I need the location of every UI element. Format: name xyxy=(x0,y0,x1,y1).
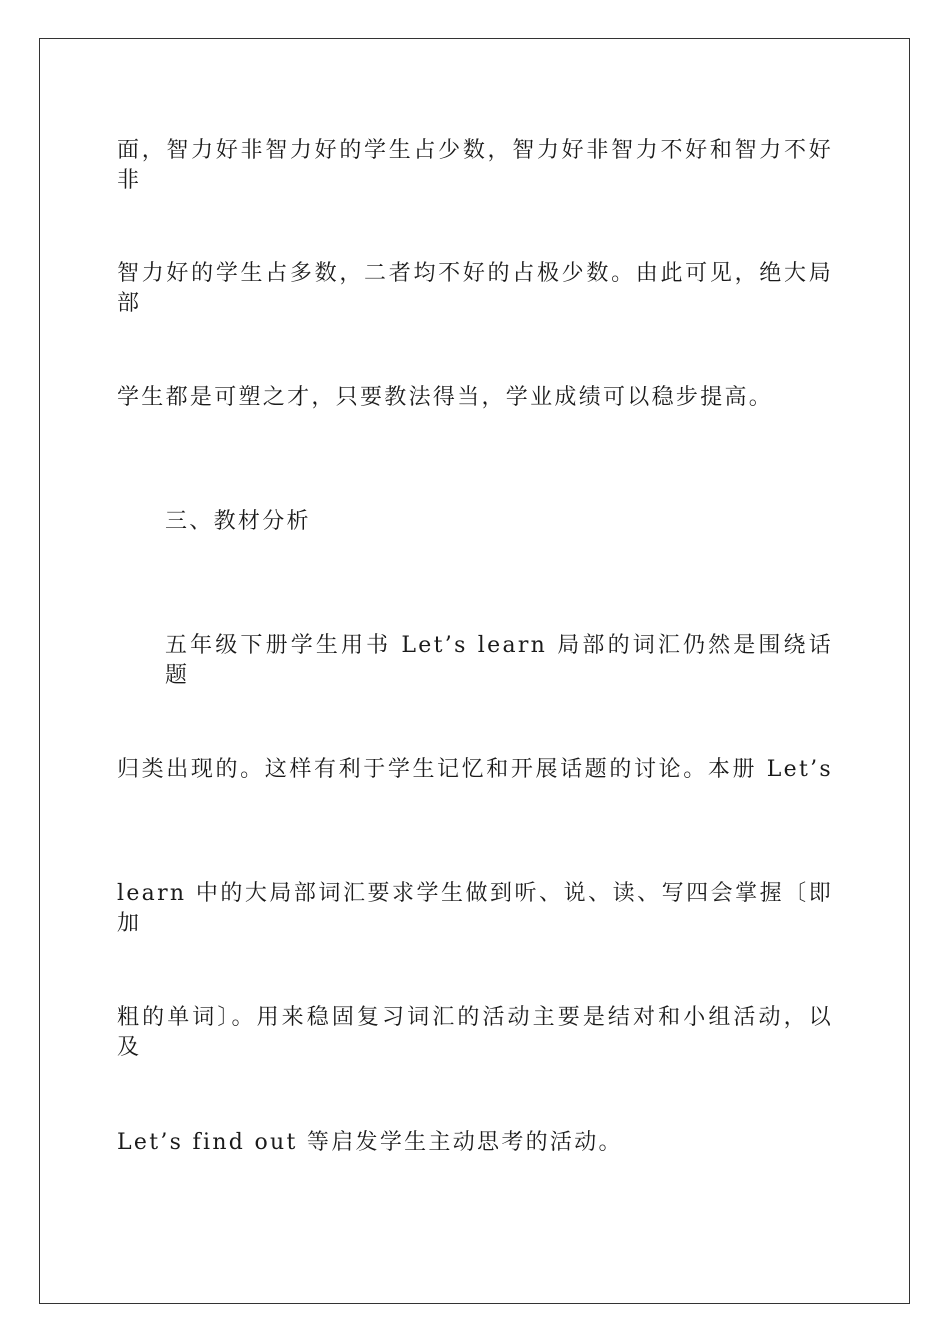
paragraph-line-7: learn 中的大局部词汇要求学生做到听、说、读、写四会掌握〔即加 xyxy=(117,881,833,936)
paragraph-line-5: 五年级下册学生用书 Let’s learn 局部的词汇仍然是围绕话题 xyxy=(165,633,833,688)
paragraph-line-3: 学生都是可塑之才，只要教法得当，学业成绩可以稳步提高。 xyxy=(117,385,774,410)
paragraph-line-1: 面，智力好非智力好的学生占少数，智力好非智力不好和智力不好非 xyxy=(117,138,833,193)
paragraph-line-6: 归类出现的。这样有利于学生记忆和开展话题的讨论。本册 Let’s xyxy=(117,757,833,782)
paragraph-line-9: Let’s find out 等启发学生主动思考的活动。 xyxy=(117,1130,623,1155)
section-heading: 三、教材分析 xyxy=(165,509,311,534)
paragraph-line-2: 智力好的学生占多数，二者均不好的占极少数。由此可见，绝大局部 xyxy=(117,261,833,316)
paragraph-line-8: 粗的单词〕。用来稳固复习词汇的活动主要是结对和小组活动，以及 xyxy=(117,1005,833,1060)
